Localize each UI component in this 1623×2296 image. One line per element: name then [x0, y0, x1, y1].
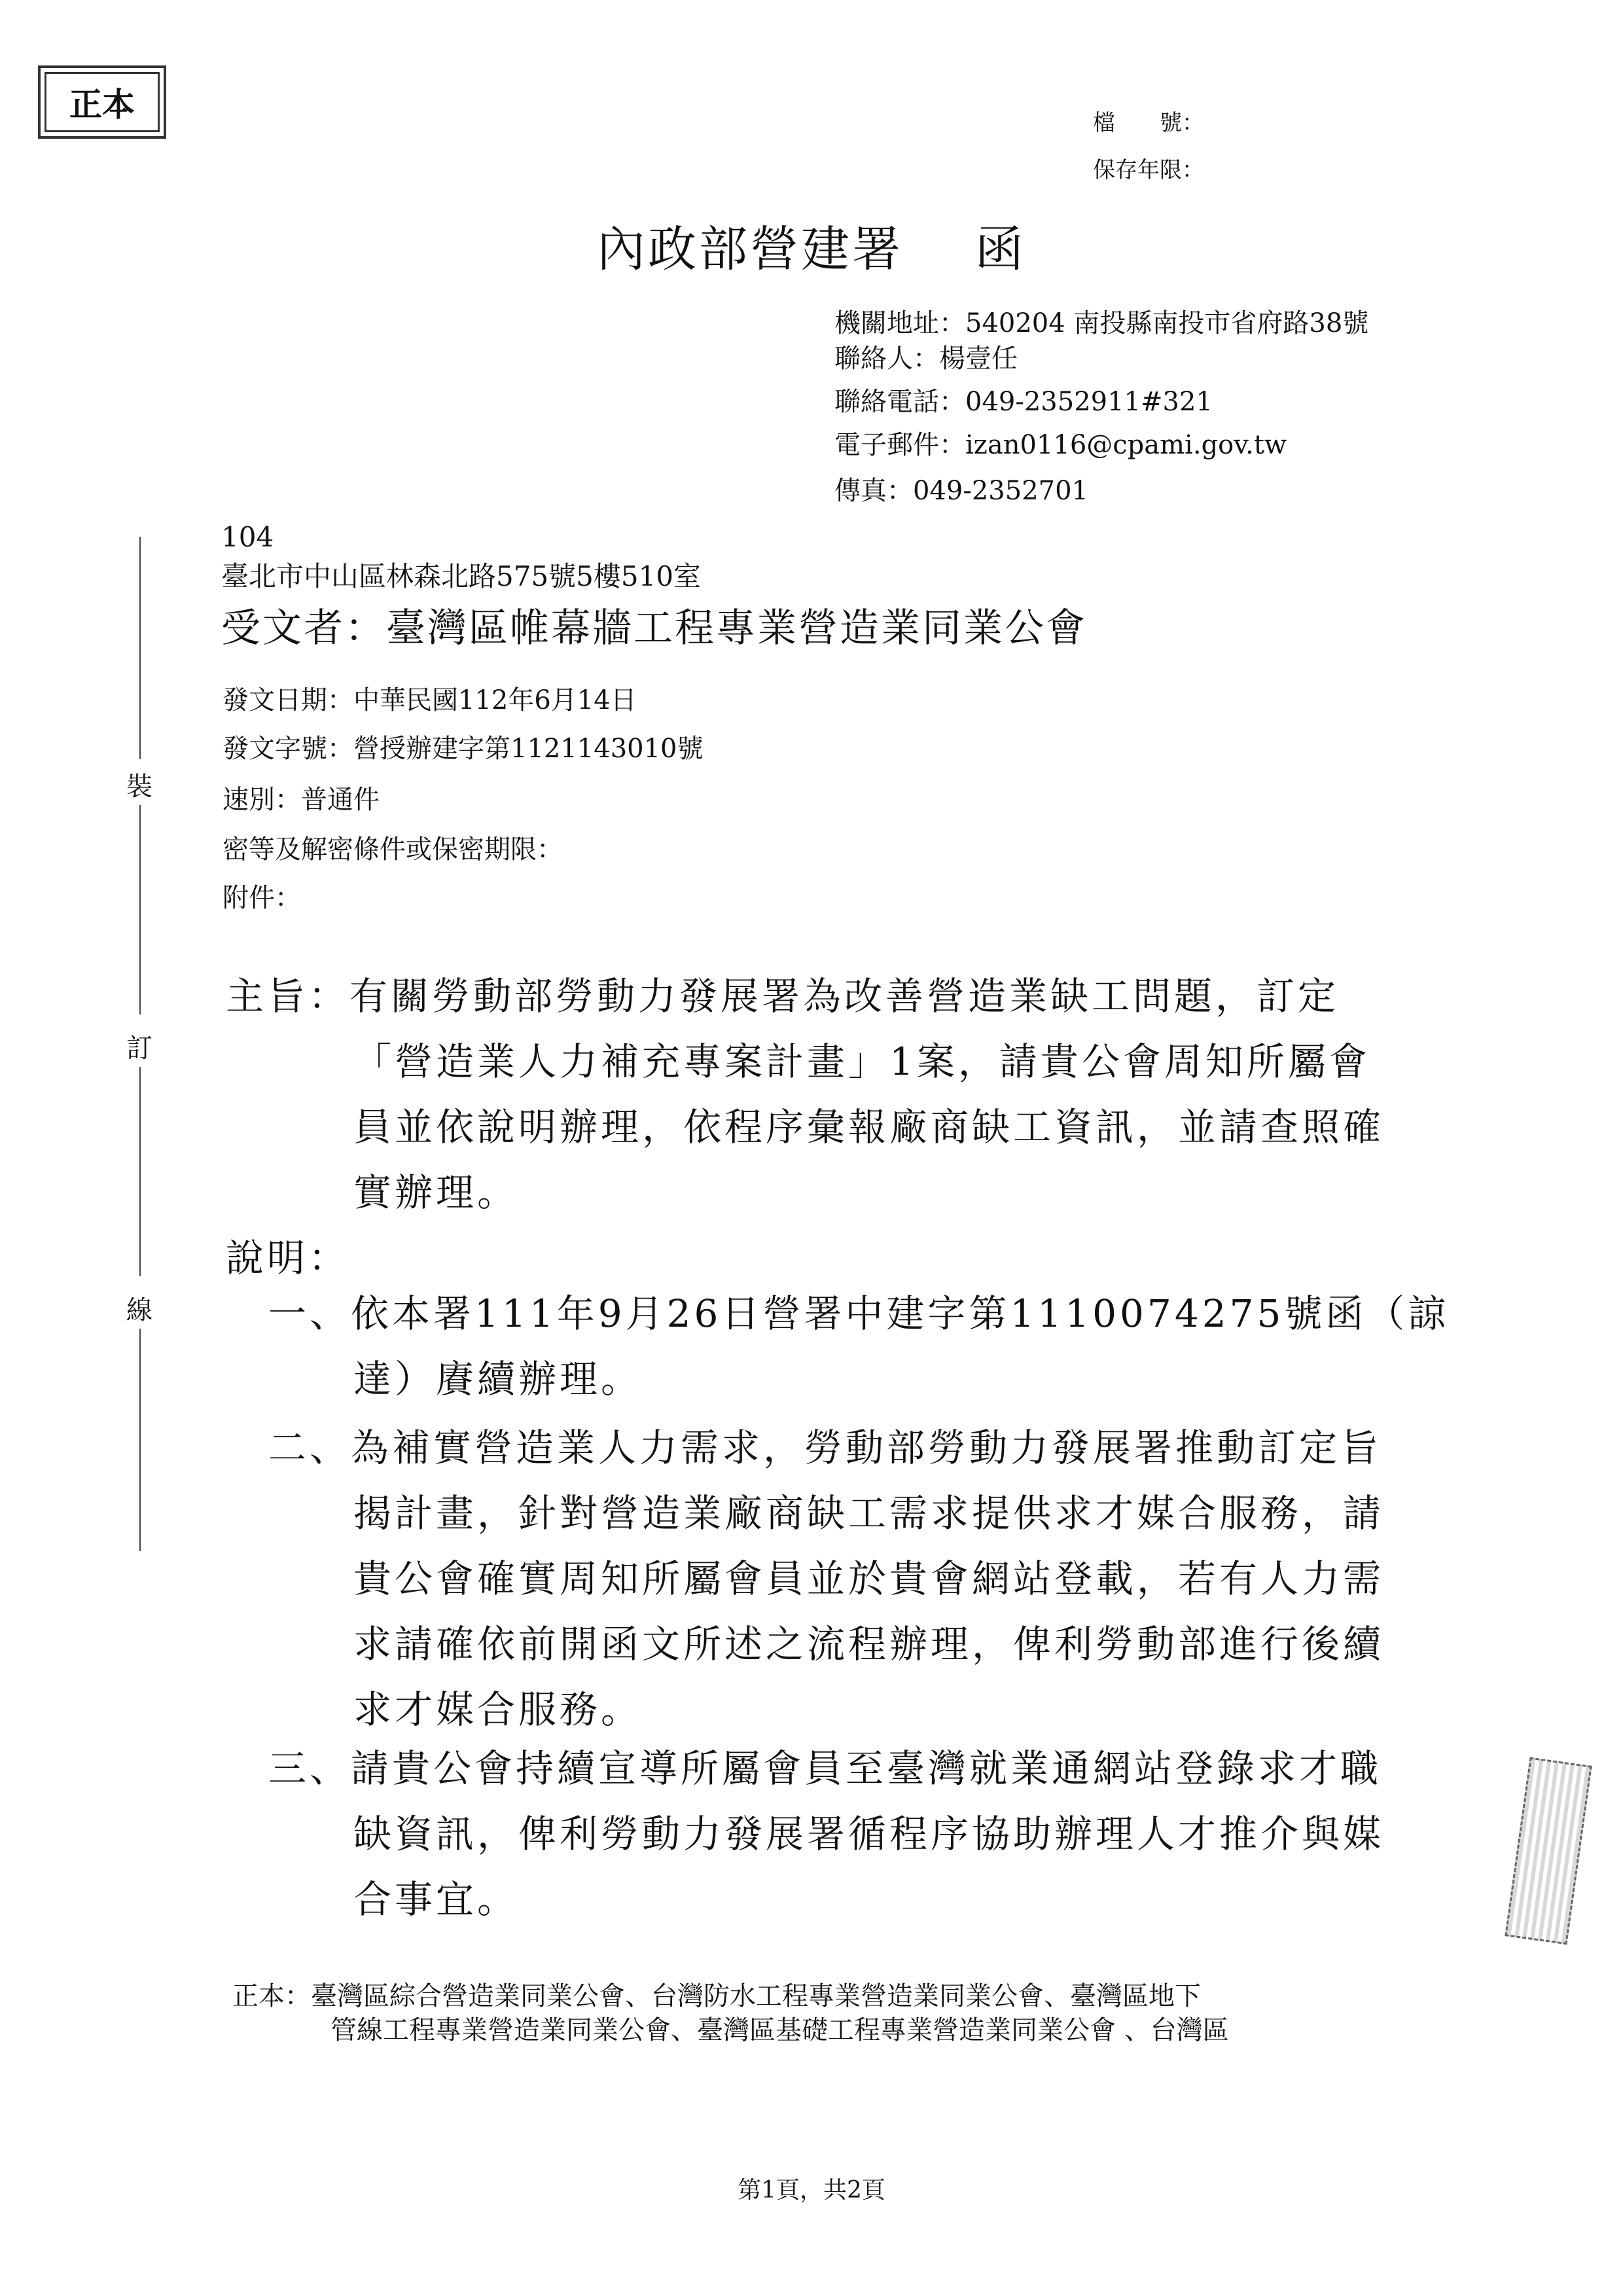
document-type: 函	[975, 221, 1026, 278]
recipient-postal-code: 104	[221, 521, 274, 553]
explanation-item-line: 貴公會確實周知所屬會員並於貴會網站登載，若有人力需	[353, 1556, 1385, 1601]
explanation-item-line: 求請確依前開函文所述之流程辦理，俾利勞動部進行後續	[353, 1622, 1385, 1666]
recipient-name: 受文者：臺灣區帷幕牆工程專業營造業同業公會	[221, 605, 1087, 651]
contact-email: 電子郵件：izan0116@cpami.gov.tw	[834, 430, 1287, 460]
explanation-item-line: 缺資訊，俾利勞動力發展署循程序協助辦理人才推介與媒	[353, 1812, 1385, 1856]
explanation-item-line: 達）賡續辦理。	[353, 1357, 643, 1401]
cc-recipients-line: 管線工程專業營造業同業公會、臺灣區基礎工程專業營造業同業公會 、台灣區	[330, 2015, 1229, 2045]
retention-period-label: 保存年限：	[1093, 157, 1204, 183]
subject-line: 實辦理。	[353, 1170, 519, 1215]
subject-line: 「營造業人力補充專案計畫」1案，請貴公會周知所屬會	[353, 1039, 1370, 1084]
binding-line-segment	[139, 1067, 141, 1276]
agency-address: 機關地址：540204 南投縣南投市省府路38號	[834, 308, 1369, 338]
issue-date: 發文日期：中華民國112年6月14日	[223, 685, 637, 715]
subject-line: 員並依說明辦理，依程序彙報廠商缺工資訊，並請查照確	[353, 1105, 1385, 1149]
original-copy-stamp: 正本	[38, 65, 166, 139]
attachment-label: 附件：	[223, 883, 301, 913]
explanation-item-line: 三、請貴公會持續宣導所屬會員至臺灣就業通網站登錄求才職	[268, 1746, 1382, 1791]
margin-seal	[1505, 1757, 1592, 1945]
cc-recipients-line: 正本：臺灣區綜合營造業同業公會、台灣防水工程專業營造業同業公會、臺灣區地下	[232, 1981, 1201, 2011]
explanation-item-line: 合事宜。	[353, 1877, 519, 1922]
page-number: 第1頁，共2頁	[738, 2177, 885, 2204]
explanation-label: 說明：	[226, 1236, 350, 1280]
contact-person: 聯絡人：楊壹任	[834, 344, 1018, 374]
delivery-speed: 速別：普通件	[223, 785, 380, 815]
file-number-label: 檔 號：	[1093, 110, 1204, 136]
document-number: 發文字號：營授辦建字第1121143010號	[223, 734, 704, 764]
document-title	[0, 211, 1623, 280]
explanation-item-line: 一、依本署111年9月26日營署中建字第1110074275號函（諒	[268, 1291, 1450, 1336]
contact-fax: 傳真：049-2352701	[834, 476, 1089, 506]
issuing-agency: 內政部營建署	[597, 221, 903, 278]
binding-mark: 裝	[126, 772, 152, 802]
secrecy-level: 密等及解密條件或保密期限：	[223, 834, 563, 865]
explanation-item-line: 二、為補實營造業人力需求，勞動部勞動力發展署推動訂定旨	[268, 1426, 1382, 1470]
explanation-item-line: 揭計畫，針對營造業廠商缺工需求提供求才媒合服務，請	[353, 1491, 1385, 1535]
subject-line: 主旨：有關勞動部勞動力發展署為改善營造業缺工問題，訂定	[226, 974, 1340, 1018]
recipient-address: 臺北市中山區林森北路575號5樓510室	[221, 560, 702, 592]
binding-mark: 線	[126, 1295, 152, 1325]
explanation-item-line: 求才媒合服務。	[353, 1687, 643, 1732]
binding-mark: 訂	[126, 1033, 152, 1064]
binding-line-segment	[139, 537, 141, 759]
binding-line-segment	[139, 1329, 141, 1551]
contact-phone: 聯絡電話：049-2352911#321	[834, 387, 1213, 417]
binding-line-segment	[139, 805, 141, 1014]
